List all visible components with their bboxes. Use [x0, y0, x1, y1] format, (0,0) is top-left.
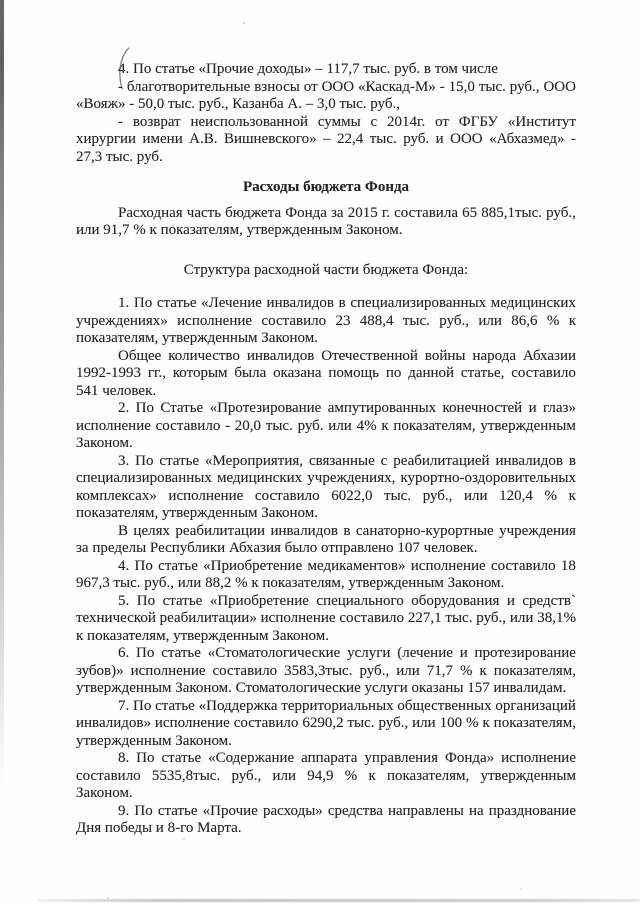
word: к: [381, 417, 389, 434]
word: «Абхазмед»: [489, 131, 565, 147]
word: ООО: [321, 78, 355, 95]
text-line: или 91,7 % к показателям, утвержденным Законом.: [76, 222, 403, 238]
paragraph: [76, 114, 576, 167]
word: составило: [511, 365, 576, 381]
word: или: [396, 662, 420, 679]
word: 22,4: [337, 131, 364, 147]
word: «Прочие: [202, 802, 258, 819]
word: благотворительные: [126, 78, 251, 95]
word: руб.: [403, 131, 430, 147]
word: ООО: [543, 78, 576, 95]
word: была: [234, 365, 267, 381]
text-line: [76, 313, 576, 331]
scan-bottom-edge-artifact: [38, 899, 640, 902]
text-line: [76, 205, 576, 223]
word: 100: [439, 715, 463, 731]
word: показателям,: [493, 715, 576, 731]
word: По: [134, 557, 153, 574]
word: санаторно-курортные: [355, 522, 494, 539]
word: 4.: [118, 557, 130, 574]
word: по: [385, 365, 402, 381]
word: аппарата: [301, 750, 358, 766]
word: конечностей: [442, 400, 523, 416]
text-line: показателям, утвержденным Законом.: [76, 330, 318, 346]
word: хирургии: [76, 131, 137, 147]
word: руб.,: [422, 487, 453, 504]
word: руб.: [297, 417, 324, 434]
word: целях: [133, 522, 170, 539]
text-line: Законом.: [76, 785, 133, 801]
word: исполнение: [177, 312, 253, 329]
text-line: [76, 523, 576, 541]
scan-speck: [183, 838, 185, 840]
word: «Поддержка: [198, 697, 278, 714]
word: или: [509, 610, 534, 626]
word: Общее: [118, 347, 162, 364]
word: составило: [490, 557, 556, 574]
word: По: [133, 295, 153, 311]
word: 1992-1993: [76, 365, 141, 381]
text-line: 4. По статье «Прочие доходы» – 117,7 тыс. руб. в том числе: [118, 61, 498, 77]
word: -: [225, 417, 231, 434]
word: ампутированных: [327, 400, 437, 416]
word: и: [459, 645, 468, 661]
word: 20,0: [234, 417, 262, 434]
word: реабилитации: [175, 522, 266, 539]
word: «Протезирование: [209, 400, 322, 416]
word: «Мероприятия,: [205, 452, 304, 469]
word: 2015: [347, 204, 378, 221]
word: статье: [161, 750, 202, 766]
word: составило: [254, 487, 320, 504]
word: статье: [156, 295, 197, 311]
word: или: [464, 487, 488, 504]
word: Статье: [160, 400, 204, 416]
text-line: «Вояж» - 50,0 тыс. руб., Казанба А. – 3,0 тыс. руб.,: [76, 96, 400, 112]
word: гг.,: [147, 365, 166, 381]
word: с: [370, 113, 378, 130]
word: 65: [462, 204, 478, 221]
word: %: [544, 487, 558, 504]
paragraph: [76, 79, 576, 114]
word: медицинских: [216, 470, 303, 486]
word: %: [466, 715, 479, 731]
word: составило: [76, 767, 141, 784]
word: 86,6: [511, 312, 538, 329]
scan-speck: [520, 888, 522, 890]
text-line: [76, 558, 576, 576]
word: исполнение: [76, 417, 151, 434]
word: По: [135, 452, 154, 469]
word: исполнение: [130, 662, 206, 679]
word: или: [478, 312, 502, 329]
word: составило: [155, 417, 221, 434]
word: с: [380, 452, 388, 469]
word: Фонда: [285, 204, 327, 221]
word: -: [439, 78, 445, 95]
word: руб.,: [439, 312, 470, 329]
word: и: [506, 592, 515, 609]
word: общественных: [397, 697, 492, 714]
word: утвержденным: [480, 417, 576, 434]
word: организаций: [495, 697, 576, 714]
word: г.: [381, 204, 391, 221]
paragraph: [76, 453, 576, 523]
word: бюджета: [225, 204, 282, 221]
word: специализированных: [76, 470, 212, 486]
word: статье: [155, 697, 195, 714]
word: «Содержание: [208, 750, 295, 766]
word: утвержденным: [480, 767, 576, 784]
word: руб.,: [378, 715, 409, 731]
word: к: [479, 662, 487, 679]
text-line: 27,3 тыс. руб.: [76, 148, 163, 165]
word: Абхазии: [522, 347, 576, 364]
word: 227,1: [407, 610, 442, 626]
word: тыс.: [445, 610, 473, 626]
word: исполнение: [260, 610, 336, 626]
paragraph: [76, 645, 576, 698]
text-line: за пределы Республики Абхазия было отправлено 107 человек.: [76, 540, 478, 556]
word: «Лечение: [201, 295, 262, 311]
text-line: [76, 645, 576, 663]
word: По: [136, 645, 155, 661]
word: на: [468, 802, 484, 819]
word: %: [344, 767, 358, 784]
word: составило: [339, 610, 405, 626]
paragraph: [76, 558, 576, 593]
text-line: [76, 698, 576, 716]
text-line: Дня победы и 8-го Марта.: [76, 820, 242, 836]
word: или: [328, 417, 352, 434]
word: народа: [472, 347, 516, 364]
word: медикаментов»: [307, 557, 406, 574]
word: руб.,: [476, 610, 507, 626]
word: 2.: [118, 400, 130, 416]
text-line: [76, 418, 576, 436]
word: учреждениях,: [307, 470, 396, 486]
scan-speck: [243, 22, 245, 24]
scan-left-edge-artifact: [0, 0, 4, 790]
word: -: [118, 113, 123, 130]
section-heading: Расходы бюджета Фонда: [242, 179, 410, 195]
word: данной: [408, 365, 455, 381]
word: протезирование: [474, 645, 576, 661]
text-line: [76, 768, 576, 786]
text-line: [76, 348, 576, 366]
word: специализированных: [350, 295, 487, 311]
text-line: [76, 295, 576, 313]
word: территориальных: [281, 697, 394, 714]
word: зубов)»: [76, 662, 124, 679]
word: и: [528, 400, 537, 416]
word: 9.: [118, 802, 130, 819]
word: имени: [142, 131, 183, 147]
word: По: [136, 750, 155, 766]
word: «Стоматологические: [207, 645, 341, 661]
word: расходы»: [262, 802, 323, 819]
word: к: [368, 767, 376, 784]
word: ООО: [450, 131, 483, 147]
word: составило: [261, 312, 327, 329]
word: технической: [76, 610, 156, 626]
word: инвалидов: [246, 347, 315, 364]
text-line: [76, 470, 576, 488]
paragraph: [76, 61, 576, 79]
word: специального: [316, 592, 404, 609]
scan-speck: [107, 897, 109, 899]
word: исполнение: [410, 557, 486, 574]
word: инвалидов: [495, 452, 563, 469]
text-line: [76, 803, 576, 821]
word: направлены: [388, 802, 464, 819]
text-line: 967,3 тыс. руб., или 88,2 % к показателям, утвержденным Законом.: [76, 575, 505, 591]
document-text-body: [76, 61, 576, 838]
word: к: [568, 312, 576, 329]
word: 6.: [118, 645, 130, 661]
word: оборудования: [411, 592, 500, 609]
word: глаз»: [543, 400, 576, 416]
word: или: [272, 767, 296, 784]
paragraph: [76, 803, 576, 838]
paragraph: [76, 698, 576, 751]
word: 94,9: [307, 767, 334, 784]
word: количество: [168, 347, 240, 364]
word: учреждения: [499, 522, 576, 539]
word: 71,7: [426, 662, 453, 679]
word: войны: [424, 347, 466, 364]
word: 7.: [118, 697, 130, 714]
word: к: [568, 487, 576, 504]
word: тыс.: [347, 715, 375, 731]
word: статье: [162, 592, 203, 609]
text-line: [76, 400, 576, 418]
paragraph: [76, 348, 576, 401]
word: в: [568, 452, 576, 469]
paragraph: [76, 593, 576, 646]
text-line: [76, 715, 576, 733]
paragraph: [76, 295, 576, 348]
word: –: [323, 131, 331, 147]
text-line: показателям, утвержденным Законом.: [76, 505, 318, 521]
word: 1.: [118, 295, 130, 311]
word: медицинских: [490, 295, 576, 311]
word: за: [331, 204, 344, 221]
word: составило: [233, 715, 299, 731]
word: возврат: [132, 113, 181, 130]
word: Расходная: [118, 204, 183, 221]
word: статье: [159, 452, 200, 469]
text-line: [76, 593, 576, 611]
word: 6290,2: [302, 715, 344, 731]
text-line: утвержденным Законом.: [76, 732, 232, 749]
word: 6022,0: [331, 487, 373, 504]
text-line: [76, 365, 576, 383]
word: руб.,: [231, 767, 262, 784]
word: -: [570, 131, 576, 147]
word: «Приобретение: [203, 557, 303, 574]
subsection-heading: Структура расходной части бюджета Фонда:: [183, 261, 469, 278]
word: инвалидов: [266, 295, 335, 311]
word: от: [303, 78, 318, 95]
word: 15,0: [448, 78, 475, 95]
word: исполнение: [154, 715, 230, 731]
word: учреждениях»: [76, 312, 168, 329]
word: тыс.: [265, 417, 293, 434]
word: 2014г.: [387, 113, 426, 130]
word: тыс.: [402, 312, 430, 329]
paragraph: [76, 750, 576, 803]
word: суммы: [317, 113, 361, 130]
word: руб.,: [509, 78, 540, 95]
text-line: Законом.: [76, 435, 133, 451]
word: По: [133, 697, 152, 714]
word: исполнение: [168, 487, 244, 504]
word: руб.,: [359, 662, 390, 679]
word: По: [134, 802, 153, 819]
word: которым: [172, 365, 228, 381]
word: исполнение: [501, 750, 576, 766]
word: «Институт: [507, 113, 576, 130]
word: 38,1%: [537, 610, 576, 626]
word: %: [459, 662, 473, 679]
word: в: [343, 522, 351, 539]
word: в: [338, 295, 346, 311]
word: В: [118, 522, 129, 539]
word: реабилитацией: [393, 452, 490, 469]
word: %: [546, 312, 560, 329]
word: статье: [161, 645, 201, 661]
word: 120,4: [499, 487, 533, 504]
text-line: [76, 750, 576, 768]
word: или: [412, 715, 436, 731]
word: ФГБУ: [458, 113, 499, 130]
word: По: [136, 592, 156, 609]
word: 8.: [118, 750, 130, 766]
word: статье: [158, 557, 198, 574]
text-line: к показателям, утвержденным Законом.: [76, 627, 329, 644]
word: взносы: [254, 78, 300, 95]
word: показателям,: [386, 767, 470, 784]
word: инвалидов»: [76, 715, 151, 731]
text-line: [76, 610, 576, 628]
word: По: [135, 400, 154, 416]
text-line: [76, 663, 576, 681]
word: статье,: [460, 365, 505, 381]
word: «Приобретение: [209, 592, 309, 609]
word: тыс.: [369, 131, 397, 147]
word: инвалидов: [270, 522, 338, 539]
word: 23: [335, 312, 351, 329]
word: оказана: [273, 365, 322, 381]
word: тыс.: [478, 78, 506, 95]
word: реабилитации»: [159, 610, 257, 626]
text-line: 541 человек.: [76, 382, 157, 399]
word: тыс.: [384, 487, 412, 504]
word: услуги: [347, 645, 391, 661]
paragraph: [76, 205, 576, 240]
text-line: [76, 79, 576, 97]
word: и: [435, 131, 444, 147]
word: 3583,3тыс.: [284, 662, 353, 679]
text-line: [76, 453, 576, 471]
word: 885,1тыс.: [481, 204, 542, 221]
word: составила: [394, 204, 458, 221]
word: -: [118, 78, 123, 95]
word: Фонда»: [444, 750, 495, 766]
word: управления: [364, 750, 439, 766]
text-line: [76, 114, 576, 132]
word: от: [435, 113, 449, 130]
word: А.В.: [189, 131, 218, 147]
word: часть: [186, 204, 222, 221]
word: 5.: [118, 592, 130, 609]
word: Вишневского»: [223, 131, 317, 147]
word: курортно-оздоровительных: [400, 470, 576, 486]
text-line: утвержденным Законом. Стоматологические услуги оказаны 157 инвалидам.: [76, 680, 567, 696]
word: к: [482, 715, 490, 731]
word: 5535,8тыс.: [151, 767, 221, 784]
paragraph: [76, 523, 576, 558]
word: составило: [212, 662, 278, 679]
word: неиспользованной: [190, 113, 308, 130]
word: показателям,: [493, 662, 576, 679]
word: статье: [157, 802, 198, 819]
word: празднование: [488, 802, 576, 819]
word: (лечение: [397, 645, 453, 661]
paragraph: [76, 400, 576, 453]
word: 18: [560, 557, 576, 574]
word: 488,4: [359, 312, 394, 329]
text-line: [76, 131, 576, 149]
word: комплексах»: [76, 487, 157, 504]
word: связанные: [308, 452, 375, 469]
word: средства: [327, 802, 383, 819]
text-line: [76, 488, 576, 506]
word: показателям,: [393, 417, 476, 434]
word: 4%: [356, 417, 377, 434]
word: средств`: [522, 592, 576, 609]
word: «Каскад-М»: [357, 78, 436, 95]
word: помощь: [328, 365, 380, 381]
word: 3.: [118, 452, 130, 469]
word: Отечественной: [321, 347, 418, 364]
word: руб.,: [546, 204, 576, 221]
